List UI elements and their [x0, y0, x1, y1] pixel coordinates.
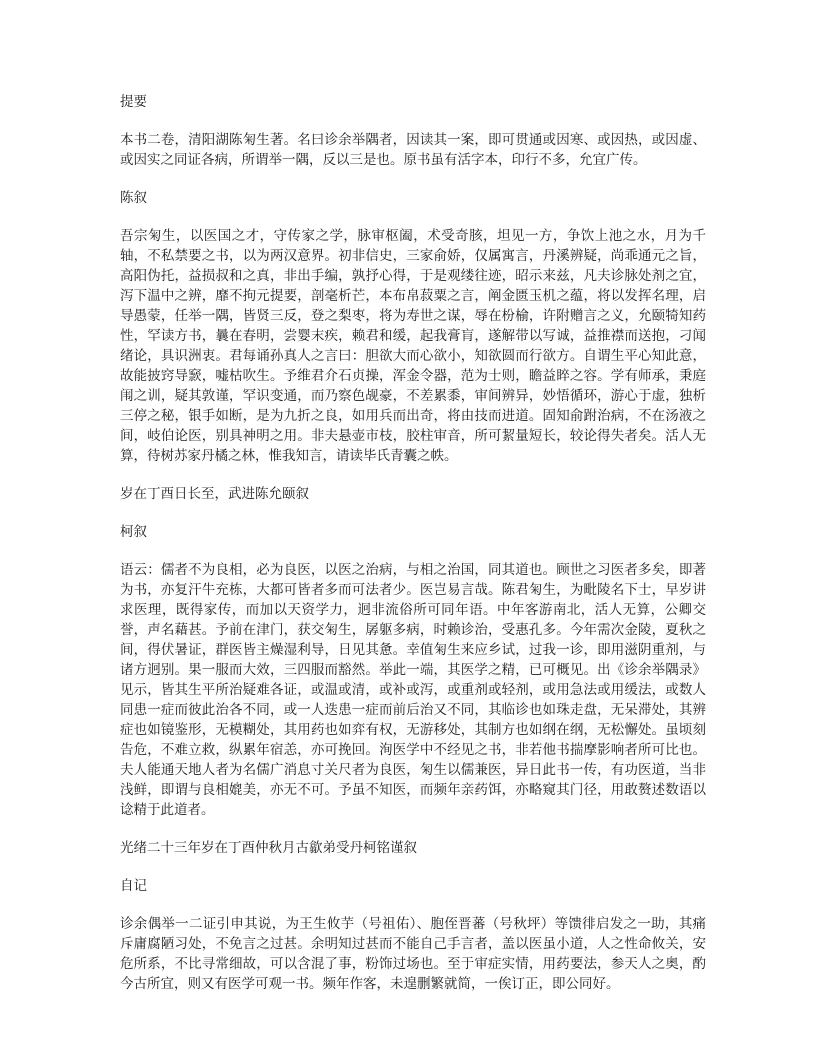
heading-chenxu: 陈叙 — [120, 190, 147, 206]
heading-kexu: 柯叙 — [120, 524, 147, 540]
paragraph-ziji: 诊余偶举一二证引申其说，为王生攸芋（号祖佑）、胞侄晋蕃（号秋坪）等馈徘启发之一助，其痛斥庸腐陋习处，不免言之过甚。余明知过甚而不能自己手言者，盖以医虽小道，人之性命攸关，安危所系，不比寻常细故，可以含混了事，粉饰过场也。至于审症实情，用药要法，参天人之奥，酌今古所宜，则又有医学可观一书。频年作客，未遑删繁就简，一俟订正，即公同好。 — [120, 916, 706, 992]
paragraph-chenxu: 吾宗匊生，以医国之才，守传家之学，脉审枢阖，术受奇胲，坦见一方，争饮上池之水，月为千轴，不私禁要之书，以为两汉意界。初非信史，三家俞娇，仅属寓言，丹溪辨疑，尚乖通元之旨，高阳伪托，益损叔和之真，非出手编，孰抒心得，于是观缕往迹，昭示来兹，凡夫诊脉处剂之宜，泻下温中之辨，靡不拘元提要，剖毫析芒，本布帛菽粟之言，阐金匮玉机之蕴，将以发挥名理，启导愚蒙，任举一隅，皆贤三反，登之梨枣，将为寿世之谋，辱在枌榆，许附赠言之义，允颐犄知药性，罕读方书，曩在春明，尝婴末疾，赖君和缓，起我膏肓，遂解带以写诚，益推襟而送抱，刁闻绪论，具识洲衷。君每诵孙真人之言曰：胆欲大而心欲小，知欲圆而行欲方。自谓生平心知此意，故能披窍导窾，嘘枯吹生。予维君介石贞操，浑金令器，范为士则，瞻益睟之容。学有师承，秉庭闱之训，疑其敦谨，罕识变通，而乃察色觇豪，不差累黍，审间辨异，妙悟循环，游心于虚，独析三停之秘，银手如断，是为九折之良，如用兵而出奇，将由技而进道。固知俞跗治病，不在汤液之间，岐伯论医，别具神明之用。非夫悬壶市枝，胶柱审音，所可絜量短长，较论得失者矣。活人无算，待树苏家丹橘之林，惟我知言，请读毕氏青囊之帙。 — [120, 228, 706, 464]
paragraph-kexu: 语云：儒者不为良相，必为良医，以医之治病，与相之治国，同其道也。顾世之习医者多矣，即著为书，亦复汗牛充栋，大都可皆者多而可法者少。医岂易言哉。陈君匊生，为毗陵名下士，早岁讲求医理，既得家传，而加以天资学力，迥非流俗所可同年语。中年客游南北，活人无算，公卿交誉，声名藉甚。予前在津门，获交匊生，孱躯多病，时赖诊治，受惠孔多。今年需次金陵，夏秋之间，得伏暑证，群医皆主燥湿利导，日见其惫。幸值匊生来应乡试，过我一诊，即用滋阴重剂，与诸方迥别。果一服而大效，三四服而豁然。举此一端，其医学之精，已可概见。出《诊余举隅录》见示，皆其生平所治疑难各证，或温或清，或补或泻，或重剂或轻剂，或用急法或用缓法，或数人同患一症而彼此治各不同，或一人迭患一症而前后治又不同，其临诊也如珠走盘，无呆滞处，其辨症也如镜鉴形，无模糊处，其用药也如弈有权，无游移处，其制方也如纲在纲，无松懈处。虽顷刻告危，不难立救，纵累年宿恙，亦可挽回。洵医学中不经见之书，非若他书揣摩影响者所可比也。夫人能通天地人者为名儒广消息寸关尺者为良医，匊生以儒兼医，异日此书一传，有功医道，当非浅鲜，即谓与良相媲美，亦无不可。予虽不知医，而频年亲药饵，亦略窥其门径，用敢赘述数语以谂精于此道者。 — [120, 562, 706, 818]
heading-tiyao: 提要 — [120, 94, 147, 110]
signature-chenxu: 岁在丁酉日长至，武进陈允颐叙 — [120, 486, 309, 502]
paragraph-tiyao: 本书二卷，清阳湖陈匊生著。名曰诊余举隅者，因读其一案，即可贯通或因寒、或因热，或因虚、或因实之同证各病，所谓举一隅，反以三是也。原书虽有活字本，印行不多，允宜广传。 — [120, 132, 706, 168]
signature-kexu: 光绪二十三年岁在丁酉仲秋月古歙弟受丹柯铭谨叙 — [120, 840, 417, 856]
heading-ziji: 自记 — [120, 878, 147, 894]
